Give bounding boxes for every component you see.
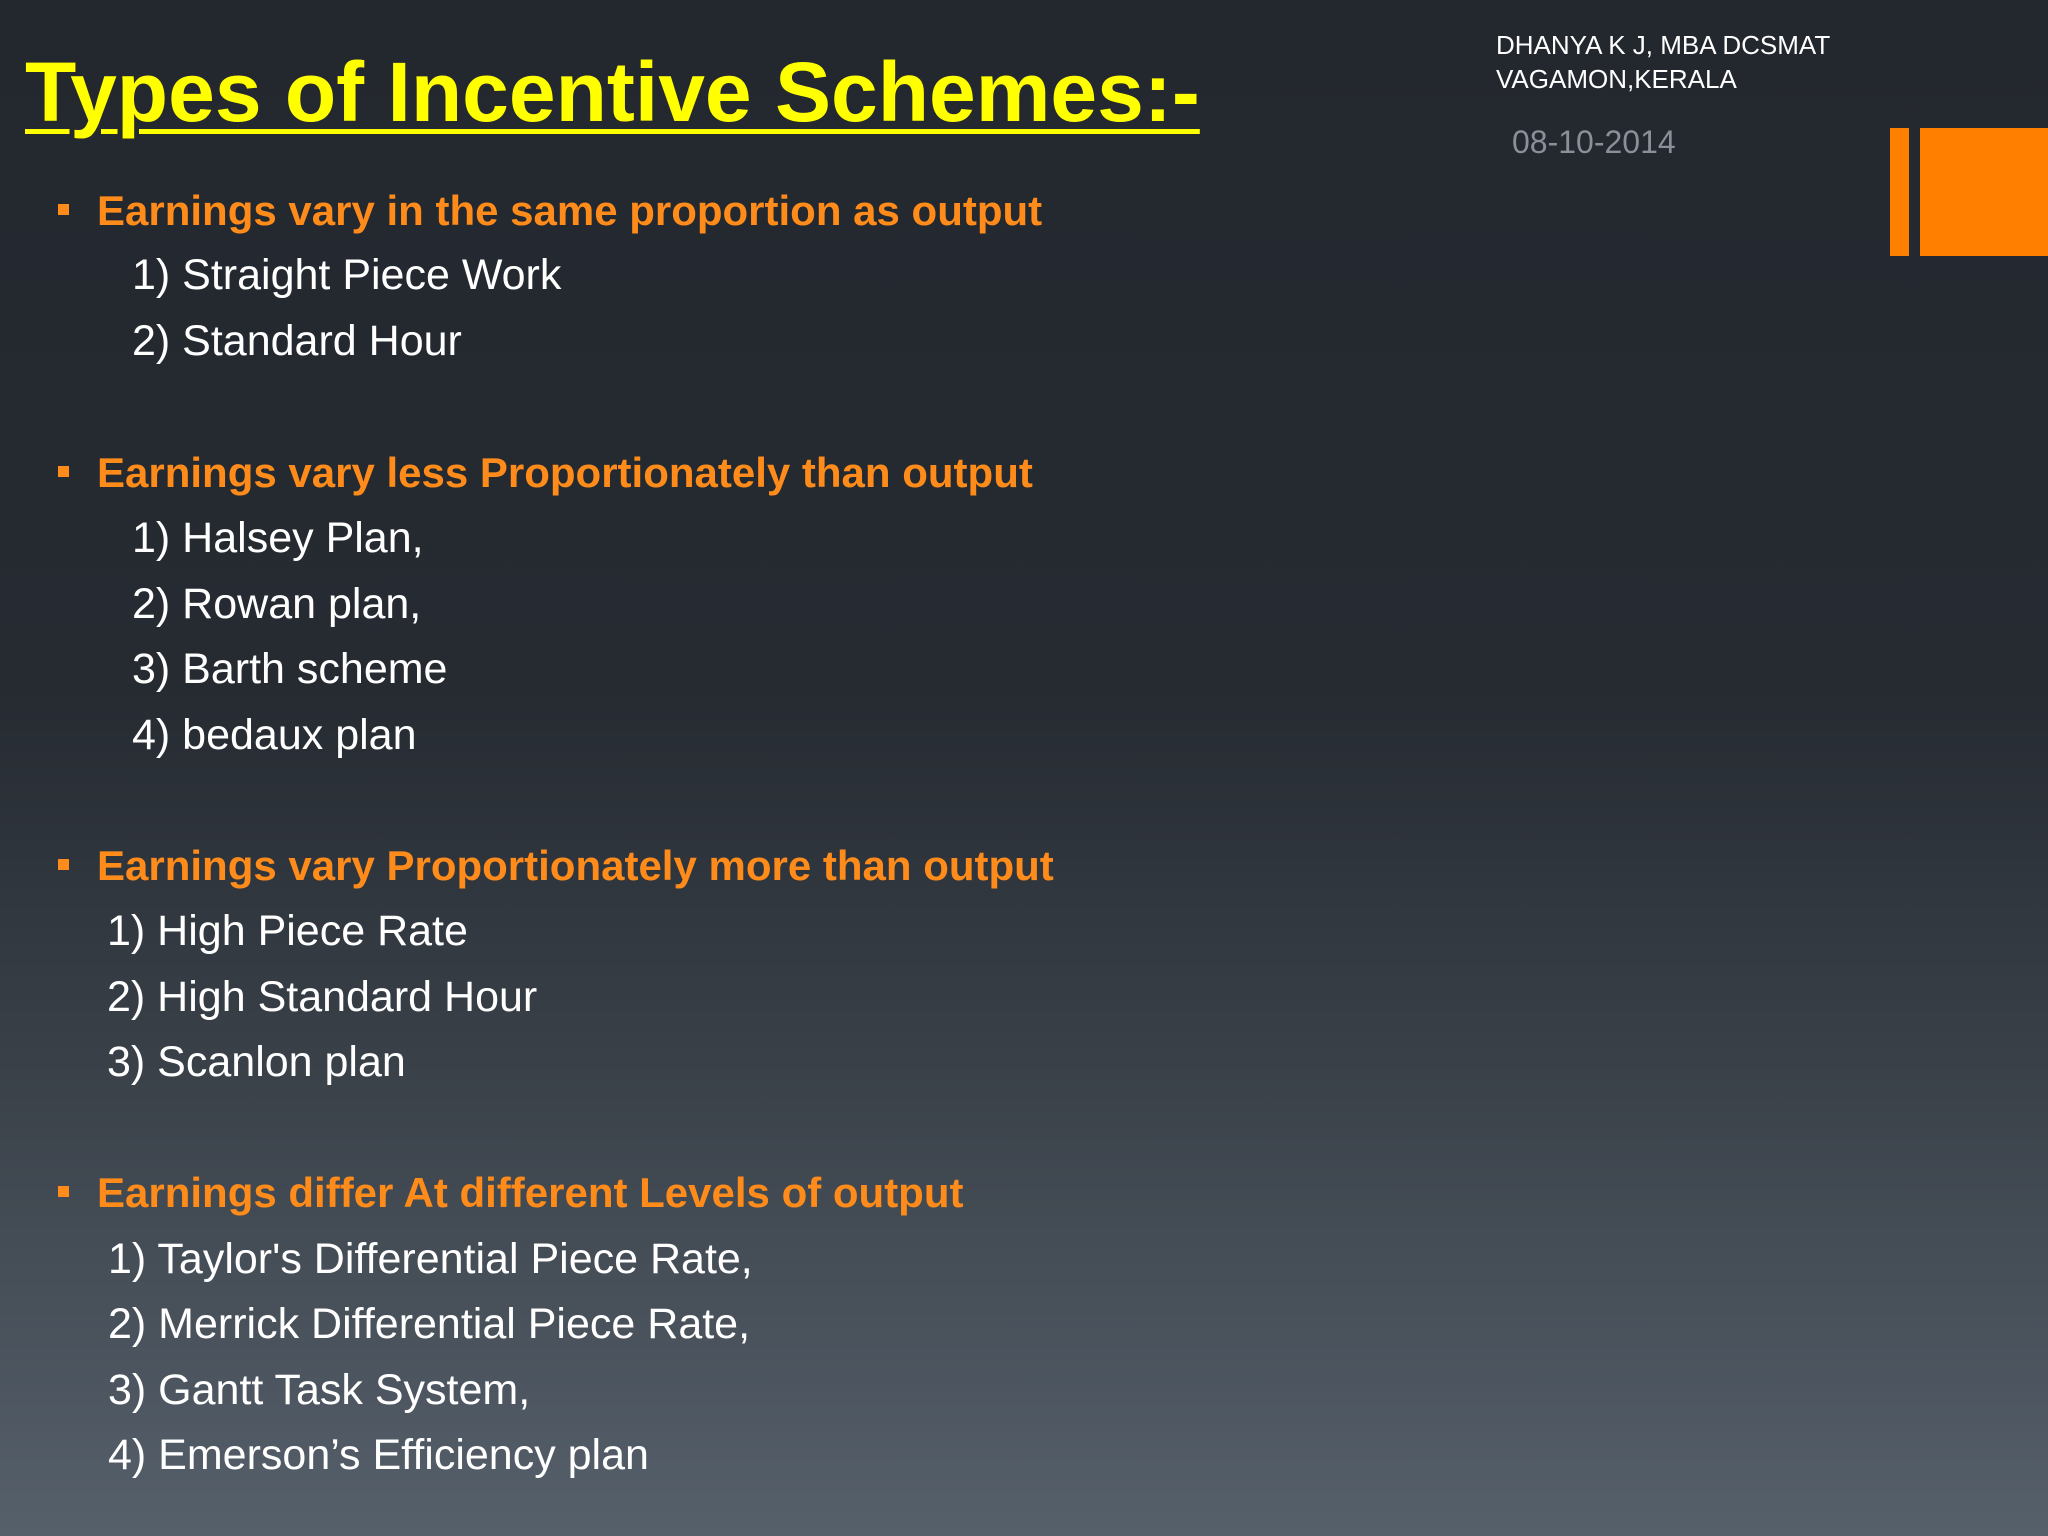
square-bullet-icon bbox=[58, 1186, 69, 1197]
list-item: 1) Halsey Plan, bbox=[132, 514, 424, 562]
square-bullet-icon bbox=[58, 204, 69, 215]
section-heading-text: Earnings vary in the same proportion as output bbox=[97, 187, 1043, 234]
list-item: 1) Taylor's Differential Piece Rate, bbox=[108, 1235, 753, 1283]
slide-date: 08-10-2014 bbox=[1512, 124, 1676, 160]
section-heading bbox=[58, 1166, 963, 1220]
section-heading-text: Earnings vary Proportionately more than output bbox=[97, 842, 1054, 889]
slide-title: Types of Incentive Schemes:- bbox=[25, 45, 1200, 139]
section-heading bbox=[58, 446, 1033, 500]
list-item: 4) Emerson’s Efficiency plan bbox=[108, 1431, 649, 1479]
author-name: DHANYA K J, MBA DCSMAT bbox=[1496, 30, 1831, 60]
list-item: 4) bedaux plan bbox=[132, 711, 417, 759]
section-heading bbox=[58, 184, 1042, 238]
author-info bbox=[1496, 28, 1830, 96]
square-bullet-icon bbox=[58, 466, 69, 477]
section-heading-text: Earnings differ At different Levels of output bbox=[97, 1169, 964, 1216]
accent-bar-thin bbox=[1890, 128, 1909, 256]
list-item: 3) Gantt Task System, bbox=[108, 1366, 531, 1414]
author-location: VAGAMON,KERALA bbox=[1496, 64, 1737, 94]
list-item: 3) Scanlon plan bbox=[107, 1038, 406, 1086]
square-bullet-icon bbox=[58, 859, 69, 870]
list-item: 1) Straight Piece Work bbox=[132, 251, 562, 299]
list-item: 2) Merrick Differential Piece Rate, bbox=[108, 1300, 751, 1348]
list-item: 2) Rowan plan, bbox=[132, 580, 422, 628]
list-item: 1) High Piece Rate bbox=[107, 907, 468, 955]
list-item: 3) Barth scheme bbox=[132, 645, 448, 693]
accent-bar-wide bbox=[1920, 128, 2048, 256]
section-heading-text: Earnings vary less Proportionately than output bbox=[97, 449, 1033, 496]
list-item: 2) High Standard Hour bbox=[107, 973, 538, 1021]
section-heading bbox=[58, 839, 1054, 893]
list-item: 2) Standard Hour bbox=[132, 317, 462, 365]
